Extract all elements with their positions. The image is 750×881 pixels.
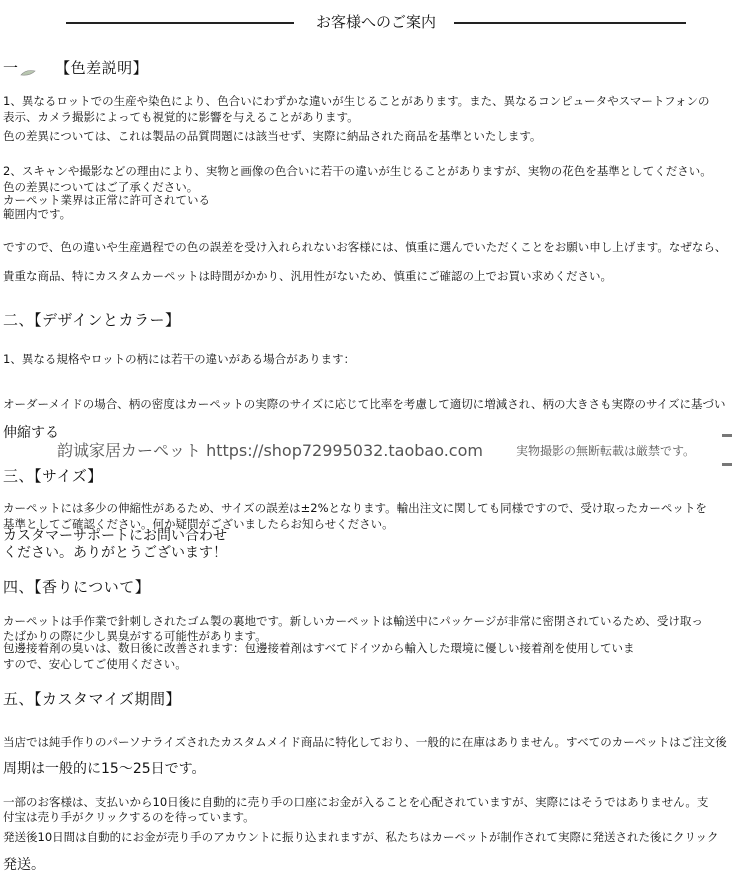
s4-paragraph-2: たばかりの際に少し異臭がする可能性があります。: [3, 629, 267, 643]
s4-paragraph-1: カーペットは手作業で針刺しされたゴム製の裏地です。新しいカーペットは輸送中にパッケージが非常に密閉されているため、受け取っ: [3, 614, 703, 628]
section-4-heading: 四、【香りについて】: [3, 578, 151, 596]
s2-paragraph-3: 伸縮する: [3, 425, 59, 441]
page-title-text: お客様へのご案内: [315, 13, 436, 31]
repost-notice: 実物撮影の無断転載は厳禁です。: [516, 444, 696, 458]
shop-watermark: 韵诚家居カーペット https://shop72995032.taobao.com: [57, 441, 483, 460]
s5-paragraph-4: 付宝は売り手がクリックするのを待っています。: [3, 810, 255, 824]
section-5-heading: 五、【カスタマイズ期間】: [3, 690, 182, 708]
s4-paragraph-3: 包邊接着剤の臭いは、数日後に改善されます：包邊接着剤はすべてドイツから輸入した環境に優しい接着剤を使用していま: [3, 641, 635, 655]
s1-paragraph-3: 色の差異については、これは製品の品質問題には該当せず、実際に納品された商品を基準といたします。: [3, 129, 542, 143]
s1-paragraph-2: 表示、カメラ撮影によっても視覚的に影響を与えることがあります。: [3, 110, 359, 124]
s1-paragraph-9: 貴重な商品、特にカスタムカーペットは時間がかかり、汎用性がないため、慎重にご確認の上でお買い求めください。: [3, 269, 613, 283]
s1-paragraph-5: 色の差異についてはご了承ください。: [3, 180, 199, 194]
page-title: [66, 11, 686, 33]
s1-paragraph-6: カーペット業界は正常に許可されている: [3, 193, 210, 207]
s5-paragraph-5: 発送後10日間は自動的にお金が売り手のアカウントに振り込まれますが、私たちはカーペットが制作されて実際に発送された後にクリック: [3, 830, 719, 844]
s1-paragraph-1: 1、異なるロットでの生産や染色により、色合いにわずかな違いが生じることがあります。また、異なるコンピュータやスマートフォンの: [3, 94, 710, 108]
watermark-mark-top: [722, 434, 732, 437]
s1-paragraph-8: ですので、色の違いや生産過程での色の誤差を受け入れられないお客様には、慎重に選んでいただくことをお願い申し上げます。なぜなら、: [3, 240, 727, 254]
section-3-heading: 三、【サイズ】: [3, 467, 103, 485]
s4-paragraph-4: すので、安心してご使用ください。: [3, 657, 187, 671]
section-1-number: 一: [3, 59, 19, 77]
s3-paragraph-1: カーペットには多少の伸縮性があるため、サイズの誤差は±2%となります。輸出注文に関しても同様ですので、受け取ったカーペットを: [3, 501, 707, 515]
leaf-icon: [20, 68, 36, 77]
s2-paragraph-1: 1、異なる規格やロットの柄には若干の違いがある場合があります：: [3, 352, 356, 366]
s5-paragraph-1: 当店では純手作りのパーソナライズされたカスタムメイド商品に特化しており、一般的に在庫はありません。すべてのカーペットはご注文後: [3, 735, 727, 749]
s5-paragraph-3: 一部のお客様は、支払いから10日後に自動的に売り手の口座にお金が入ることを心配されていますが、実際にはそうではありません。支: [3, 795, 709, 809]
section-1-title: 【色差説明】: [55, 59, 149, 77]
s5-paragraph-2: 周期は一般的に15～25日です。: [3, 761, 206, 777]
s3-paragraph-3: カスタマーサポートにお問い合わせ: [3, 528, 227, 544]
s1-paragraph-7: 範囲内です。: [3, 207, 72, 221]
title-rule-left: [66, 22, 294, 24]
title-rule-right: [454, 22, 686, 24]
s2-paragraph-2: オーダーメイドの場合、柄の密度はカーペットの実際のサイズに応じて比率を考慮して適切に増減され、柄の大きさも実際のサイズに基づい: [3, 397, 726, 411]
s3-paragraph-4: ください。ありがとうございます！: [3, 545, 227, 561]
section-2-heading: 二、【デザインとカラー】: [3, 311, 181, 329]
s3-paragraph-2: 基準としてご確認ください。何か疑問がございましたらお知らせください。: [3, 517, 394, 531]
s1-paragraph-4: 2、スキャンや撮影などの理由により、実物と画像の色合いに若干の違いが生じることがありますが、実物の花色を基準としてください。: [3, 164, 712, 178]
watermark-mark-bottom: [722, 463, 732, 466]
s5-paragraph-6: 発送。: [3, 857, 45, 873]
